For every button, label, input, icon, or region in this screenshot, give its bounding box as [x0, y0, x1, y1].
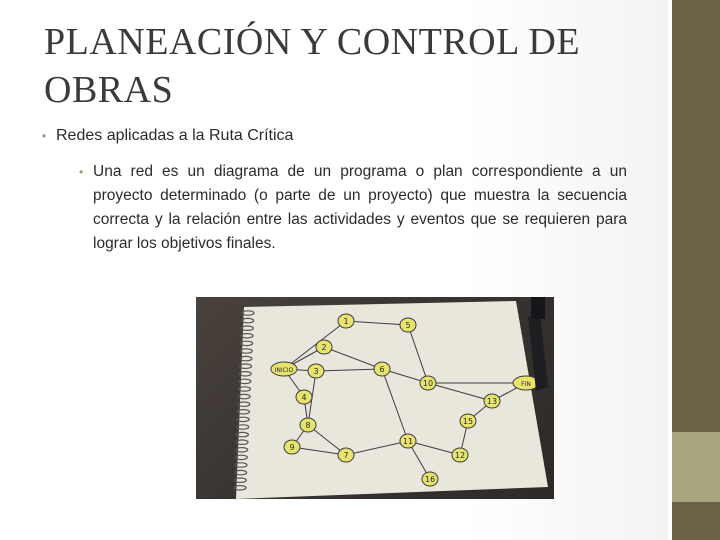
- network-node-label: 8: [305, 421, 311, 430]
- network-node: [338, 314, 354, 328]
- network-diagram-photo: [196, 297, 554, 499]
- network-node: [400, 434, 416, 448]
- network-node: [452, 448, 468, 462]
- network-node-label: 5: [405, 321, 411, 330]
- network-node: [460, 414, 476, 428]
- network-node: [400, 318, 416, 332]
- network-node: [484, 394, 500, 408]
- network-node: [374, 362, 390, 376]
- network-node: [420, 376, 436, 390]
- network-node-label: 10: [422, 379, 434, 388]
- network-diagram-illustration: [196, 297, 554, 499]
- bullet-dot: •: [79, 165, 84, 179]
- network-node-label: 1: [343, 317, 349, 326]
- network-node-label: 3: [313, 367, 319, 376]
- network-node: [296, 390, 312, 404]
- network-node: [316, 340, 332, 354]
- network-node-label: 6: [379, 365, 385, 374]
- network-node-label: 12: [454, 451, 466, 460]
- notebook-page: [236, 301, 548, 499]
- network-node-label: 7: [343, 451, 349, 460]
- network-node-label: 4: [301, 393, 307, 402]
- network-node: [300, 418, 316, 432]
- network-node-label: 16: [424, 475, 436, 484]
- slide-title: PLANEACIÓN Y CONTROL DE OBRAS: [44, 21, 581, 111]
- network-node: [284, 440, 300, 454]
- network-node: [308, 364, 324, 378]
- network-node-label: INICIO: [274, 367, 294, 374]
- network-node: [271, 362, 297, 376]
- network-node-label: 15: [462, 417, 474, 426]
- bullet-level2: [79, 160, 627, 256]
- network-node-label: FIN: [521, 381, 531, 388]
- bullet-level1: [42, 126, 636, 146]
- bullet-level1-text: Redes aplicadas a la Ruta Crítica: [56, 127, 294, 144]
- side-accent-block: [672, 432, 720, 502]
- network-node: [338, 448, 354, 462]
- network-node-label: 13: [486, 397, 498, 406]
- network-node-label: 11: [402, 437, 414, 446]
- bullet-level2-text: Una red es un diagrama de un programa o plan correspondiente a un proyecto determinado (o parte de un proyecto) que muestra la secuencia correcta y la relación entre las actividades y eventos que se requieren para lograr los objetivos finales.: [93, 163, 627, 252]
- network-node: [422, 472, 438, 486]
- network-node-label: 2: [321, 343, 327, 352]
- network-node-label: 9: [289, 443, 295, 452]
- bullet-dot: •: [42, 129, 47, 143]
